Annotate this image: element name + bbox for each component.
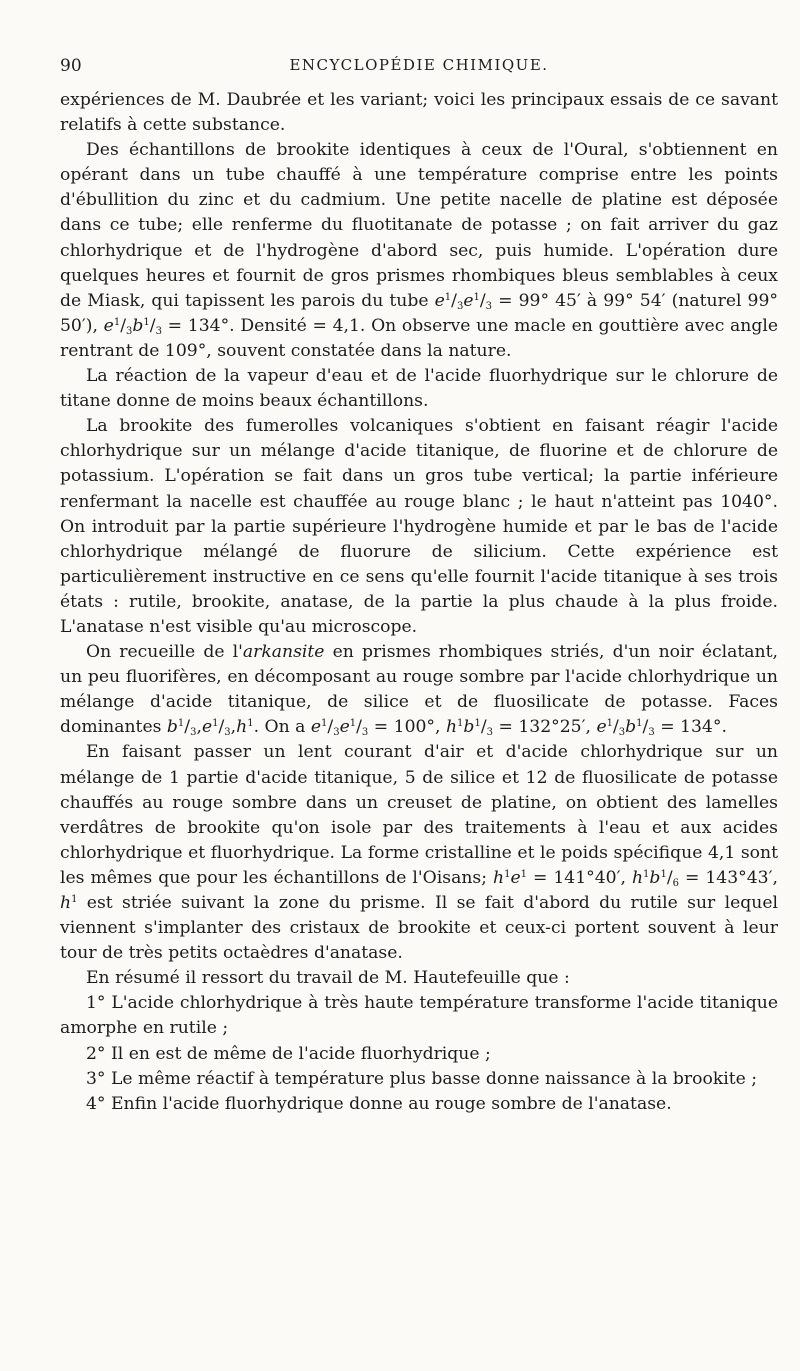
paragraph-6: En faisant passer un lent courant d'air et d'acide chlorhydrique sur un mélange de 1 partie d'acide titanique, 5 de silice et 12 de fluosilicate de potasse chauffés au rouge sombre dans un creuset de platine, on obtient des lamelles verdâtres de brookite qu'on isole par des traitements à l'eau et aux acides chlorhydrique et fluorhydrique. La forme cristalline et le poids spécifique 4,1 sont les mêmes que pour les échantillons de l'Oisans; $h^1e^1 = 141^\circ 40'$, $h^1b^1/_6 = 143^\circ 43'$, $h^1$ est striée suivant la zone du prisme. Il se fait d'abord du rutile sur lequel viennent s'implanter des cristaux de brookite et ceux-ci portent souvent à leur tour de très petits octaèdres d'anatase. — [60, 742, 778, 964]
list-item-4: 4° Enfin l'acide fluorhydrique donne au rouge sombre de l'anatase. — [86, 1093, 672, 1114]
term-arkansite: arkansite — [242, 642, 325, 663]
list-item-1: 1° L'acide chlorhydrique à très haute température transforme l'acide titanique amorphe en rutile ; — [60, 993, 778, 1039]
paragraph-2: Des échantillons de brookite identiques à ceux de l'Oural, s'obtiennent en opérant dans un tube chauffé à une température comprise entre les points d'ébullition du zinc et du cadmium. Une petite nacelle de platine est déposée dans ce tube; elle renferme du fluotitanate de potasse ; on fait arriver du gaz chlorhydrique et de l'hydrogène d'abord sec, puis humide. L'opération dure quelques heures et fournit de gros prismes rhombiques bleus semblables à ceux de Miask, qui tapissent les parois du tube $e^1/_3e^1/_3 = 99^\circ$ 45′ à 99° 54′ (naturel 99° 50′), $e^1/_3b^1/_3 = 134^\circ$. Densité = 4,1. On observe une macle en gouttière avec angle rentrant de 109°, souvent constatée dans la nature. — [60, 140, 779, 361]
list-item-3: 3° Le même réactif à température plus basse donne naissance à la brookite ; — [86, 1068, 758, 1089]
page-header — [60, 56, 778, 84]
paragraph-1: expériences de M. Daubrée et les variant; voici les principaux essais de ce savant relatifs à cette substance. — [60, 90, 778, 136]
paragraph-4: La brookite des fumerolles volcaniques s'obtient en faisant réagir l'acide chlorhydrique sur un mélange d'acide titanique, de fluorine et de chlorure de potassium. L'opération se fait dans un gros tube vertical; la partie inférieure renfermant la nacelle est chauffée au rouge blanc ; le haut n'atteint pas 1040°. On introduit par la partie supérieure l'hydrogène humide et par le bas de l'acide chlorhydrique mélangé de fluorure de silicium. Cette expérience est particulièrement instructive en ce sens qu'elle fournit l'acide titanique à ses trois états : rutile, brookite, anatase, de la partie la plus chaude à la plus froide. L'anatase n'est visible qu'au microscope. — [60, 416, 778, 637]
list-item-2: 2° Il en est de même de l'acide fluorhydrique ; — [86, 1043, 491, 1064]
paragraph-7: En résumé il ressort du travail de M. Hautefeuille que : — [86, 968, 570, 989]
body-text — [60, 88, 778, 1117]
paragraph-5: On recueille de l'arkansite en prismes rhombiques striés, d'un noir éclatant, un peu fluorifères, en décomposant au rouge sombre par l'acide chlorhydrique un mélange d'acide titanique, de silice et de fluosilicate de potasse. Faces dominantes $b^1/_3,e^1/_3,h^1$. On a $e^1/_3e^1/_3 = 100^\circ$, $h^1b^1/_3 = 132^\circ 25'$, $e^1/_3b^1/_3 = 134^\circ$. — [60, 642, 778, 739]
running-title: ENCYCLOPÉDIE CHIMIQUE. — [289, 56, 549, 74]
paragraph-3: La réaction de la vapeur d'eau et de l'acide fluorhydrique sur le chlorure de titane donne de moins beaux échantillons. — [60, 366, 778, 412]
page-number: 90 — [60, 56, 82, 76]
